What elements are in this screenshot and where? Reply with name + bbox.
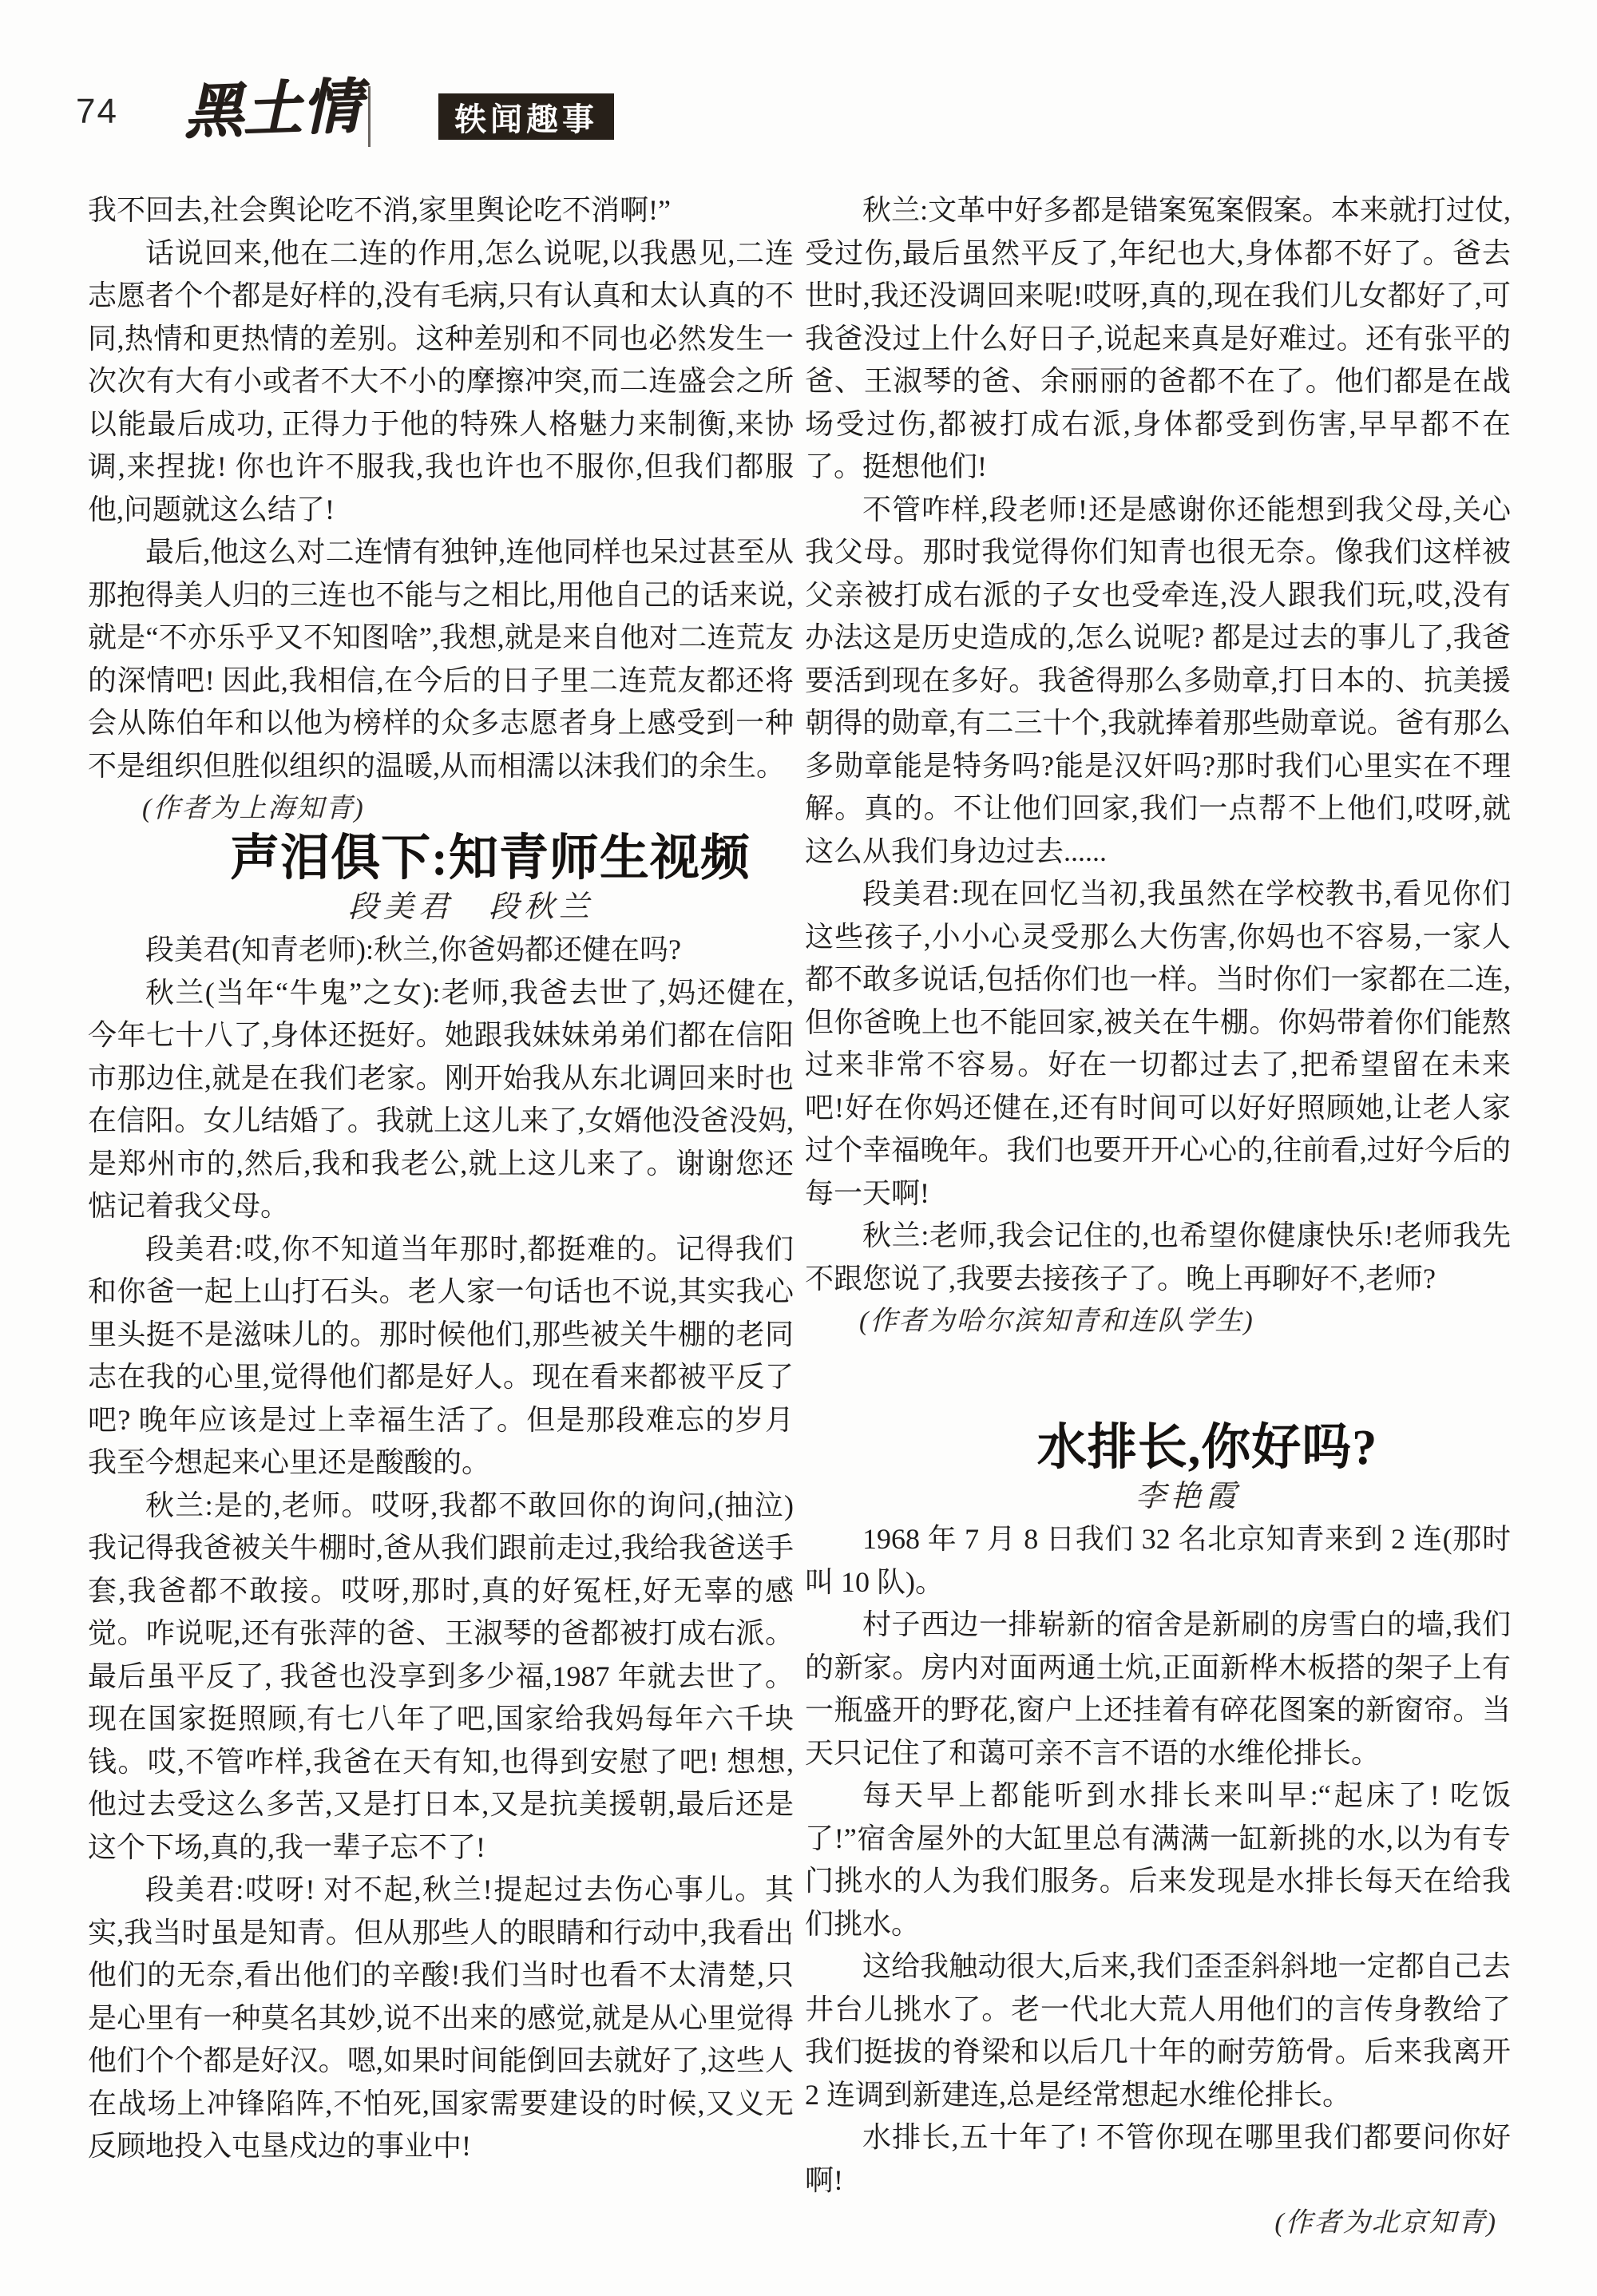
article-authors: 段美君 段秋兰	[347, 890, 594, 924]
author-attribution: (作者为上海知青)	[142, 794, 365, 823]
paragraph: 话说回来,他在二连的作用,怎么说呢,以我愚见,二连志愿者个个都是好样的,没有毛病,只有认真和太认真的不同,热情和更热情的差别。这种差别和不同也必然发生一次次有大有小或者不大不小的摩擦冲突,而二连盛会之所以能最后成功, 正得力于他的特殊人格魅力来制衡,来协调,来捏拢! 你也许不服我,我也许也不服你,但我们都服他,问题就这么结了!	[88, 236, 794, 525]
prev-article-body	[88, 232, 794, 788]
paragraph: 秋兰:是的,老师。哎呀,我都不敢回你的询问,(抽泣)我记得我爸被关牛棚时,爸从我们跟前走过,我给我爸送手套,我爸都不敢接。哎呀,那时,真的好冤枉,好无辜的感觉。咋说呢,还有张萍的爸、王淑琴的爸都被打成右派。最后虽平反了, 我爸也没享到多少福,1987 年就去世了。现在国家挺照顾,有七八年了吧,国家给我妈每年六千块钱。哎,不管咋样,我爸在天有知,也得到安慰了吧! 想想,他过去受这么多苦,又是打日本,又是抗美援朝,最后还是这个下场,真的,我一辈子忘不了!	[88, 1489, 794, 1863]
article-author: 李艳霞	[1135, 1479, 1241, 1513]
author-attribution: (作者为北京知青)	[1274, 2208, 1497, 2238]
paragraph: 秋兰:文革中好多都是错案冤案假案。本来就打过仗,受过伤,最后虽然平反了,年纪也大,身体都不好了。爸去世时,我还没调回来呢!哎呀,真的,现在我们儿女都好了,可我爸没过上什么好日子,说起来真是好难过。还有张平的爸、王淑琴的爸、余丽丽的爸都不在了。他们都是在战场受过伤,都被打成右派,身体都受到伤害,早早都不在了。挺想他们!	[805, 194, 1511, 482]
paragraph: 村子西边一排崭新的宿舍是新刷的房雪白的墙,我们的新家。房内对面两通土炕,正面新桦木板搭的架子上有一瓶盛开的野花,窗户上还挂着有碎花图案的新窗帘。当天只记住了和蔼可亲不言不语的水维伦排长。	[805, 1608, 1511, 1769]
paragraph: 段美君:现在回忆当初,我虽然在学校教书,看见你们这些孩子,小小心灵受那么大伤害,你妈也不容易,一家人都不敢多说话,包括你们也一样。当时你们一家都在二连,但你爸晚上也不能回家,被关在牛棚。你妈带着你们能熬过来非常不容易。好在一切都过去了,把希望留在未来吧!好在你妈还健在,还有时间可以好好照顾她,让老人家过个幸福晚年。我们也要开开心心的,往前看,过好今后的每一天啊!	[805, 878, 1511, 1209]
header-divider	[368, 86, 371, 147]
magazine-logo-calligraphy: 黑土情	[182, 73, 363, 146]
paragraph: 每天早上都能听到水排长来叫早:“起床了! 吃饭了!”宿舍屋外的大缸里总有满满一缸新挑的水,以为有专门挑水的人为我们服务。后来发现是水排长每天在给我们挑水。	[805, 1779, 1511, 1940]
paragraph: 这给我触动很大,后来,我们歪歪斜斜地一定都自己去井台儿挑水了。老一代北大荒人用他们的言传身教给了我们挺拔的脊梁和以后几十年的耐劳筋骨。后来我离开 2 连调到新建连,总是经常想起水维伦排长。	[805, 1950, 1511, 2111]
article1-body-right	[805, 189, 1511, 1300]
paragraph: 段美君(知青老师):秋兰,你爸妈都还健在吗?	[145, 934, 681, 966]
right-column	[805, 189, 1511, 2245]
paragraph: 水排长,五十年了! 不管你现在哪里我们都要问你好啊!	[805, 2121, 1511, 2196]
paragraph: 秋兰(当年“牛鬼”之女):老师,我爸去世了,妈还健在,今年七十八了,身体还挺好。她跟我妹妹弟弟们都在信阳市那边住,就是在我们老家。刚开始我从东北调回来时也在信阳。女儿结婚了。我就上这儿来了,女婿他没爸没妈,是郑州市的,然后,我和我老公,就上这儿来了。谢谢您还惦记着我父母。	[88, 976, 794, 1222]
page-number: 74	[76, 92, 118, 131]
left-column	[88, 189, 794, 2168]
article2-body	[805, 1518, 1511, 2202]
paragraph: 1968 年 7 月 8 日我们 32 名北京知青来到 2 连(那时叫 10 队)。	[805, 1523, 1511, 1598]
article-title: 水排长,你好吗?	[1036, 1420, 1378, 1475]
paragraph: 不管咋样,段老师!还是感谢你还能想到我父母,关心我父母。那时我觉得你们知青也很无奈。像我们这样被父亲被打成右派的子女也受牵连,没人跟我们玩,哎,没有办法这是历史造成的,怎么说呢? 都是过去的事儿了,我爸要活到现在多好。我爸得那么多勋章,打日本的、抗美援朝得的勋章,有二三十个,我就捧着那些勋章说。爸有那么多勋章能是特务吗?能是汉奸吗?那时我们心里实在不理解。真的。不让他们回家,我们一点帮不上他们,哎呀,就这么从我们身边过去......	[805, 493, 1511, 867]
article-title: 声泪俱下:知青师生视频	[230, 831, 751, 886]
paragraph: 我不回去,社会舆论吃不消,家里舆论吃不消啊!”	[88, 194, 671, 226]
author-attribution: (作者为哈尔滨知青和连队学生)	[859, 1307, 1254, 1336]
section-badge: 轶闻趣事	[438, 93, 614, 140]
paragraph: 段美君:哎,你不知道当年那时,都挺难的。记得我们和你爸一起上山打石头。老人家一句话也不说,其实我心里头挺不是滋味儿的。那时候他们,那些被关牛棚的老同志在我的心里,觉得他们都是好人。现在看来都被平反了吧? 晚年应该是过上幸福生活了。但是那段难忘的岁月我至今想起来心里还是酸酸的。	[88, 1232, 794, 1478]
article1-body-left	[88, 929, 794, 2168]
paragraph: 段美君:哎呀! 对不起,秋兰!提起过去伤心事儿。其实,我当时虽是知青。但从那些人的眼睛和行动中,我看出他们的无奈,看出他们的辛酸!我们当时也看不太清楚,只是心里有一种莫名其妙,说不出来的感觉,就是从心里觉得他们个个都是好汉。嗯,如果时间能倒回去就好了,这些人在战场上冲锋陷阵,不怕死,国家需要建设的时候,又义无反顾地投入屯垦戍边的事业中!	[88, 1874, 794, 2162]
page-header	[0, 0, 1597, 184]
paragraph: 秋兰:老师,我会记住的,也希望你健康快乐!老师我先不跟您说了,我要去接孩子了。晚上再聊好不,老师?	[805, 1219, 1511, 1295]
paragraph: 最后,他这么对二连情有独钟,连他同样也呆过甚至从那抱得美人归的三连也不能与之相比,用他自己的话来说,就是“不亦乐乎又不知图啥”,我想,就是来自他对二连荒友的深情吧! 因此,我相信,在今后的日子里二连荒友都还将会从陈伯年和以他为榜样的众多志愿者身上感受到一种不是组织但胜似组织的温暖,从而相濡以沫我们的余生。	[88, 536, 794, 782]
